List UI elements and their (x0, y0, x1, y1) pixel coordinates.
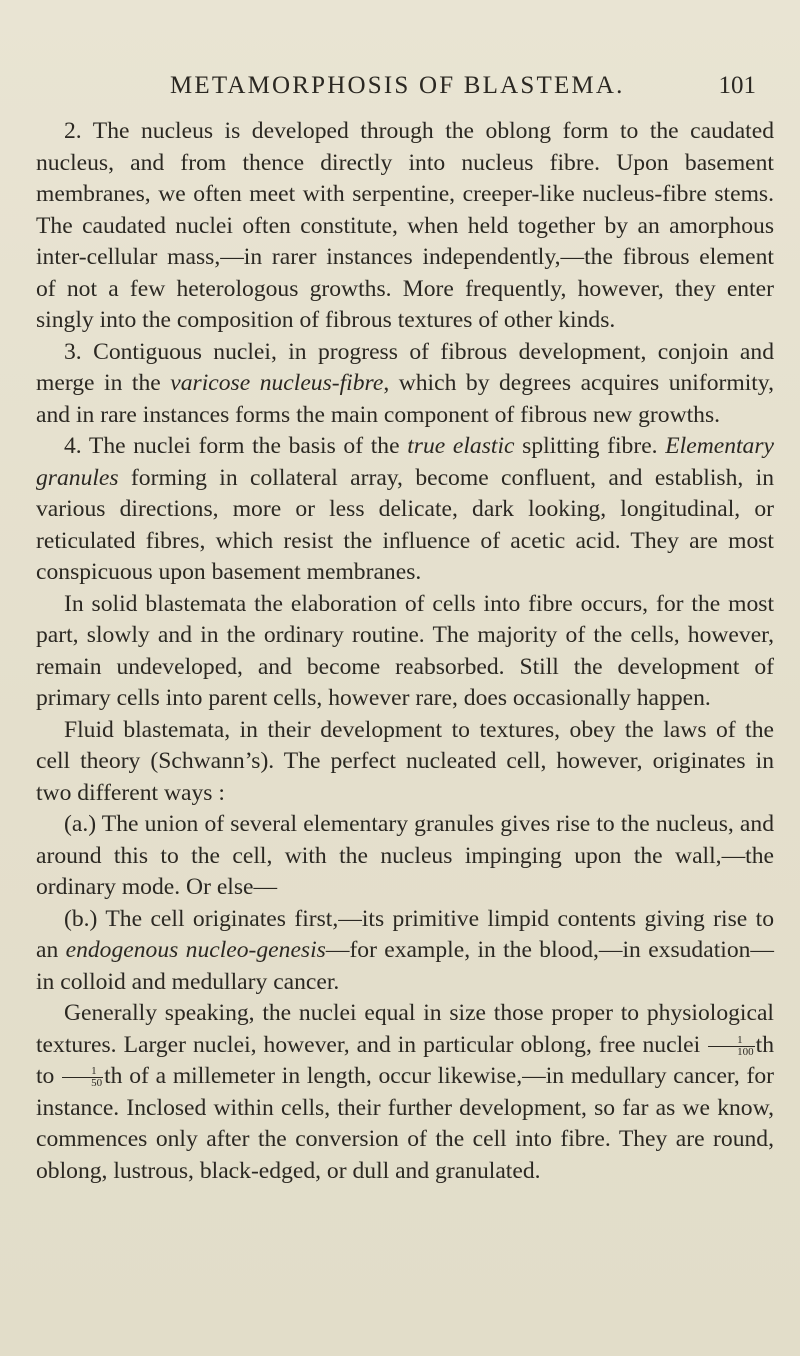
paragraph-caudated-nucleus (36, 116, 774, 337)
italic-term: endogenous nucleo-genesis (65, 937, 326, 963)
paragraph-mode-a (36, 809, 774, 904)
paragraph-text: Fluid blastemata, in their development to textures, obey the laws of the cell theory (Schwann’s). The perfect nucleated cell, however, originates in two different ways : (36, 716, 774, 806)
paragraph-text: , which by degrees acquires uniformity, and in rare instances forms the main component of fibrous new growths. (36, 370, 774, 428)
paragraph-text: th to (36, 1031, 774, 1089)
paragraph-text: (b.) The cell originates first,—its primitive limpid contents giving rise to an (36, 905, 774, 963)
paragraph-text: forming in collateral array, become confluent, and establish, in various directions, more or less delicate, dark looking, longitudinal, or reticulated fibres, which resist the influence of acetic acid. They are most conspicuous upon basement membranes. (36, 464, 774, 585)
fraction-numerator: 1 (62, 1066, 103, 1078)
paragraph-text: 2. The nucleus is developed through the oblong form to the caudated nucleus, and from thence directly into nucleus fibre. Upon basement membranes, we often meet with serpentine, creeper-like nucleus-fibre stems. The caudated nuclei often constitute, when held together by an amorphous inter-cellular mass,—in rarer instances independently,—the fibrous element of not a few heterologous growths. More frequently, however, they enter singly into the composition of fibrous textures of other kinds. (36, 118, 774, 333)
fraction-denominator: 50 (91, 1077, 103, 1090)
italic-term: Elementary granules (36, 433, 775, 491)
paragraph-text: 3. Contiguous nuclei, in progress of fibrous development, conjoin and merge in the (36, 338, 774, 396)
paragraph-text: th of a millemeter in length, occur likewise,—in medullary cancer, for instance. Inclosed within cells, their further development, so far as we know, commences only after the conversion of the cell into fibre. They are round, oblong, lustrous, black-edged, or dull and granulated. (36, 1063, 774, 1184)
fraction-numerator: 1 (708, 1035, 755, 1047)
paragraph-solid-blastemata (36, 589, 774, 715)
running-head: METAMORPHOSIS OF BLASTEMA. (170, 72, 625, 99)
paragraph-text: In solid blastemata the elaboration of cells into fibre occurs, for the most part, slowly and in the ordinary routine. The majority of the cells, however, remain undeveloped, and become reabsorbed. Still the development of primary cells into parent cells, however rare, does occasionally happen. (36, 590, 774, 711)
paragraph-contiguous-nuclei (36, 337, 774, 432)
italic-term: true elastic (407, 433, 515, 459)
italic-term: varicose nucleus-fibre (170, 370, 384, 396)
body-text (36, 116, 774, 1187)
fraction-denominator: 100 (737, 1045, 754, 1058)
paragraph-elastic-fibre (36, 431, 774, 589)
paragraph-mode-b (36, 904, 774, 999)
paragraph-text: —for example, in the blood,—in exsudation—in colloid and medullary cancer. (36, 937, 775, 995)
paragraph-text: 4. The nuclei form the basis of the (64, 433, 408, 459)
paragraph-text: Generally speaking, the nuclei equal in size those proper to physiological textures. Larger nuclei, however, and in particular oblong, free nuclei (36, 1000, 774, 1058)
page-header (36, 72, 774, 106)
fraction-one-hundredth (708, 1035, 755, 1058)
paragraph-nuclei-size (36, 998, 774, 1187)
fraction-one-fiftieth (62, 1066, 103, 1089)
page-number: 101 (718, 72, 756, 99)
paragraph-text: (a.) The union of several elementary granules gives rise to the nucleus, and around this to the cell, with the nucleus impinging upon the wall,—the ordinary mode. Or else— (36, 811, 774, 900)
paragraph-fluid-blastemata (36, 715, 774, 810)
paragraph-text: splitting fibre. (514, 433, 666, 459)
